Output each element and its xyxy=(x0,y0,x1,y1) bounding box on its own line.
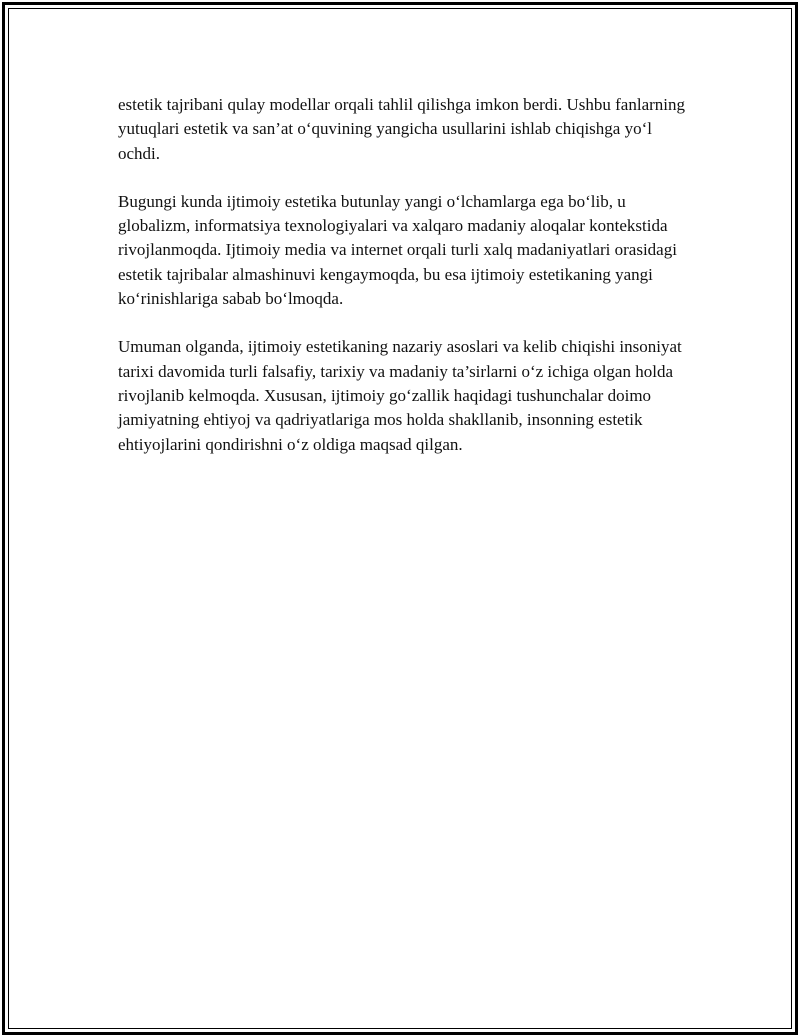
paragraph-1: estetik tajribani qulay modellar orqali tahlil qilishga imkon berdi. Ushbu fanlarning yutuqlari estetik va san’at o‘quvining yangicha usullarini ishlab chiqishga yo‘l ochdi. xyxy=(118,95,686,163)
paragraph-3: Umuman olganda, ijtimoiy estetikaning nazariy asoslari va kelib chiqishi insoniyat tarixi davomida turli falsafiy, tarixiy va madaniy ta’sirlarni o‘z ichiga olgan holda rivojlanib kelmoqda. Xususan, ijtimoiy go‘zallik haqidagi tushunchalar doimo jamiyatning ehtiyoj va qadriyatlariga mos holda shakllanib, insonning estetik ehtiyojlarini qondirishni o‘z oldiga maqsad qilgan. xyxy=(118,337,682,454)
paragraph-2: Bugungi kunda ijtimoiy estetika butunlay yangi o‘lchamlarga ega bo‘lib, u globalizm, informatsiya texnologiyalari va xalqaro madaniy aloqalar kontekstida rivojlanmoqda. Ijtimoiy media va internet orqali turli xalq madaniyatlari orasidagi estetik tajribalar almashinuvi kengaymoqda, bu esa ijtimoiy estetikaning yangi ko‘rinishlariga sabab bo‘lmoqda. xyxy=(118,191,677,309)
document-body xyxy=(118,93,698,481)
